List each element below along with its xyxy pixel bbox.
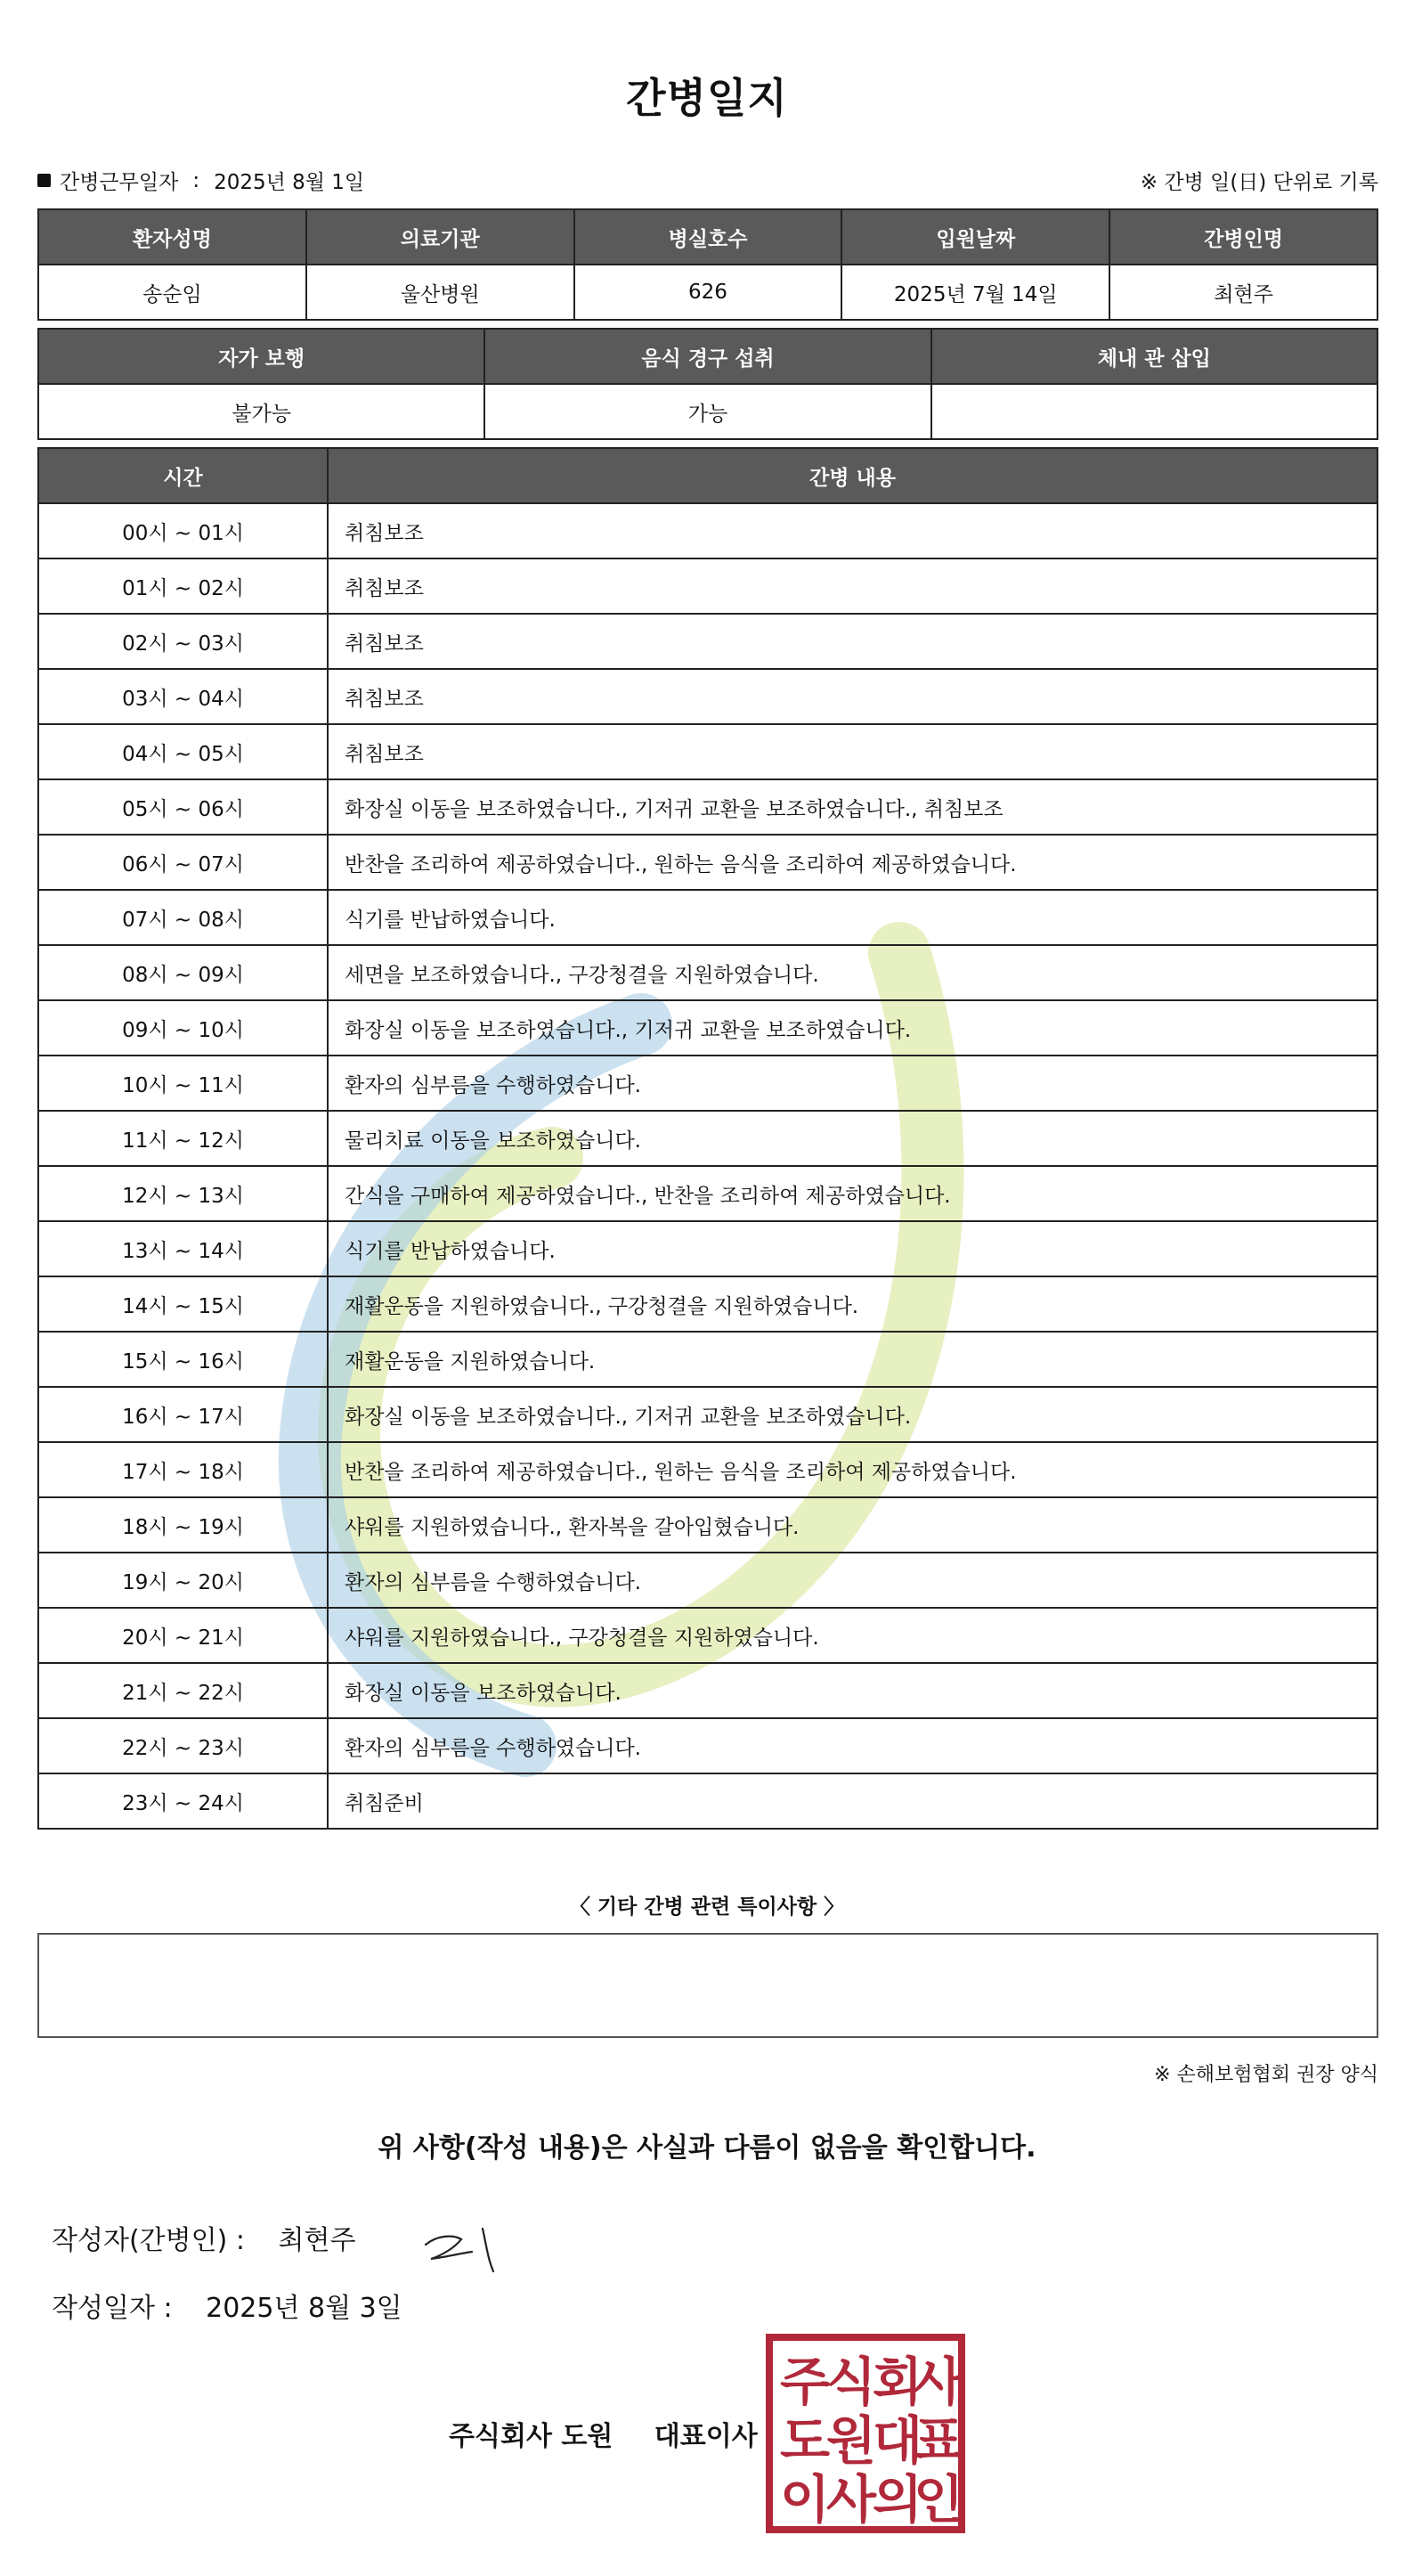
svg-text:이: 이 — [779, 2469, 831, 2530]
care-content-cell: 세면을 보조하였습니다., 구강청결을 지원하였습니다. — [328, 945, 1377, 1000]
time-cell: 22시 ~ 23시 — [38, 1718, 328, 1773]
table-row — [38, 724, 1377, 779]
care-content-cell: 화장실 이동을 보조하였습니다. — [328, 1663, 1377, 1718]
meta-line — [37, 166, 1378, 192]
company-line — [449, 2414, 758, 2453]
table-row — [38, 1276, 1377, 1332]
table-row — [38, 1442, 1377, 1497]
time-cell: 14시 ~ 15시 — [38, 1276, 328, 1332]
time-cell: 20시 ~ 21시 — [38, 1608, 328, 1663]
svg-text:의: 의 — [872, 2469, 923, 2530]
table-row — [38, 1608, 1377, 1663]
page-title: 간병일지 — [626, 74, 788, 122]
care-content-cell: 환자의 심부름을 수행하였습니다. — [328, 1553, 1377, 1608]
care-content-cell: 반찬을 조리하여 제공하였습니다., 원하는 음식을 조리하여 제공하였습니다. — [328, 1442, 1377, 1497]
time-cell: 02시 ~ 03시 — [38, 614, 328, 669]
time-cell: 06시 ~ 07시 — [38, 835, 328, 890]
svg-text:대: 대 — [872, 2410, 923, 2471]
writer-name: 최현주 — [278, 2225, 356, 2256]
header-care-content: 간병 내용 — [328, 448, 1377, 503]
care-content-cell: 식기를 반납하였습니다. — [328, 1221, 1377, 1276]
table-row — [38, 503, 1377, 558]
svg-text:식: 식 — [825, 2352, 877, 2412]
care-content-cell: 취침준비 — [328, 1773, 1377, 1829]
header-room: 병실호수 — [574, 209, 842, 265]
table-row — [38, 1497, 1377, 1553]
header-self-walking: 자가 보행 — [38, 329, 484, 384]
time-cell: 17시 ~ 18시 — [38, 1442, 328, 1497]
time-cell: 16시 ~ 17시 — [38, 1387, 328, 1442]
table-row — [38, 1553, 1377, 1608]
table-row — [38, 1056, 1377, 1111]
notes-title: 〈 기타 간병 관련 특이사항 〉 — [569, 1895, 845, 1919]
care-content-cell: 샤워를 지원하였습니다., 환자복을 갈아입혔습니다. — [328, 1497, 1377, 1553]
time-cell: 21시 ~ 22시 — [38, 1663, 328, 1718]
table-row — [38, 1221, 1377, 1276]
time-cell: 03시 ~ 04시 — [38, 669, 328, 724]
care-content-cell: 샤워를 지원하였습니다., 구강청결을 지원하였습니다. — [328, 1608, 1377, 1663]
time-cell: 11시 ~ 12시 — [38, 1111, 328, 1166]
time-cell: 18시 ~ 19시 — [38, 1497, 328, 1553]
care-content-cell: 환자의 심부름을 수행하였습니다. — [328, 1056, 1377, 1111]
care-log-table — [37, 447, 1378, 1830]
table-row — [38, 1718, 1377, 1773]
self-walking: 불가능 — [38, 384, 484, 439]
table-row — [38, 1387, 1377, 1442]
table-row — [38, 614, 1377, 669]
tube-insertion — [931, 384, 1377, 439]
header-caregiver: 간병인명 — [1109, 209, 1377, 265]
time-cell: 13시 ~ 14시 — [38, 1221, 328, 1276]
unit-note: ※ 간병 일(日) 단위로 기록 — [1140, 171, 1378, 194]
svg-text:회: 회 — [872, 2352, 923, 2412]
time-cell: 23시 ~ 24시 — [38, 1773, 328, 1829]
care-content-cell: 재활운동을 지원하였습니다. — [328, 1332, 1377, 1387]
work-date-label: 간병근무일자 — [60, 171, 179, 194]
time-cell: 10시 ~ 11시 — [38, 1056, 328, 1111]
header-time: 시간 — [38, 448, 328, 503]
admission-date: 2025년 7월 14일 — [841, 265, 1109, 320]
table-row — [38, 779, 1377, 835]
patient-info-table — [37, 208, 1378, 321]
notes-box — [37, 1933, 1378, 2038]
header-patient-name: 환자성명 — [38, 209, 306, 265]
work-date: 2025년 8월 1일 — [214, 171, 365, 194]
time-cell: 15시 ~ 16시 — [38, 1332, 328, 1387]
written-date-line — [52, 2286, 402, 2325]
table-row — [38, 1663, 1377, 1718]
bullet-square-icon — [37, 174, 51, 187]
table-row — [38, 1332, 1377, 1387]
table-row — [38, 1773, 1377, 1829]
time-cell: 04시 ~ 05시 — [38, 724, 328, 779]
table-row — [38, 1111, 1377, 1166]
svg-text:인: 인 — [913, 2469, 964, 2530]
care-content-cell: 화장실 이동을 보조하였습니다., 기저귀 교환을 보조하였습니다. — [328, 1387, 1377, 1442]
writer-line — [52, 2218, 355, 2257]
confirmation-statement: 위 사항(작성 내용)은 사실과 다름이 없음을 확인합니다. — [378, 2132, 1036, 2164]
care-content-cell: 취침보조 — [328, 724, 1377, 779]
time-cell: 01시 ~ 02시 — [38, 558, 328, 614]
care-content-cell: 환자의 심부름을 수행하였습니다. — [328, 1718, 1377, 1773]
oral-intake: 가능 — [484, 384, 930, 439]
time-cell: 09시 ~ 10시 — [38, 1000, 328, 1056]
time-cell: 08시 ~ 09시 — [38, 945, 328, 1000]
table-row — [38, 945, 1377, 1000]
time-cell: 05시 ~ 06시 — [38, 779, 328, 835]
care-content-cell: 취침보조 — [328, 503, 1377, 558]
signature — [419, 2209, 525, 2280]
time-cell: 00시 ~ 01시 — [38, 503, 328, 558]
care-content-cell: 취침보조 — [328, 558, 1377, 614]
table-row — [38, 669, 1377, 724]
caregiver-name: 최현주 — [1109, 265, 1377, 320]
care-content-cell: 화장실 이동을 보조하였습니다., 기저귀 교환을 보조하였습니다. — [328, 1000, 1377, 1056]
header-oral-intake: 음식 경구 섭취 — [484, 329, 930, 384]
care-content-cell: 취침보조 — [328, 614, 1377, 669]
writer-label: 작성자(간병인) : — [52, 2225, 245, 2256]
room-number: 626 — [574, 265, 842, 320]
care-content-cell: 화장실 이동을 보조하였습니다., 기저귀 교환을 보조하였습니다., 취침보조 — [328, 779, 1377, 835]
work-date-colon: : — [192, 168, 200, 192]
recommend-note: ※ 손해보험협회 권장 양식 — [1154, 2064, 1378, 2086]
care-content-cell: 재활운동을 지원하였습니다., 구강청결을 지원하였습니다. — [328, 1276, 1377, 1332]
svg-text:사: 사 — [913, 2352, 964, 2412]
table-row — [38, 1166, 1377, 1221]
company-seal-stamp — [764, 2332, 967, 2535]
svg-text:도: 도 — [779, 2410, 831, 2471]
patient-name: 송순임 — [38, 265, 306, 320]
hospital: 울산병원 — [306, 265, 574, 320]
company-title: 대표이사 — [654, 2421, 758, 2452]
svg-text:원: 원 — [825, 2410, 877, 2471]
time-cell: 19시 ~ 20시 — [38, 1553, 328, 1608]
care-content-cell: 물리치료 이동을 보조하였습니다. — [328, 1111, 1377, 1166]
written-date: 2025년 8월 3일 — [206, 2293, 402, 2324]
care-content-cell: 간식을 구매하여 제공하였습니다., 반찬을 조리하여 제공하였습니다. — [328, 1166, 1377, 1221]
table-row — [38, 835, 1377, 890]
time-cell: 12시 ~ 13시 — [38, 1166, 328, 1221]
care-content-cell: 반찬을 조리하여 제공하였습니다., 원하는 음식을 조리하여 제공하였습니다. — [328, 835, 1377, 890]
care-content-cell: 취침보조 — [328, 669, 1377, 724]
svg-text:주: 주 — [779, 2352, 831, 2412]
svg-text:사: 사 — [825, 2469, 877, 2530]
care-content-cell: 식기를 반납하였습니다. — [328, 890, 1377, 945]
written-date-label: 작성일자 : — [52, 2293, 173, 2324]
table-row — [38, 890, 1377, 945]
table-row — [38, 558, 1377, 614]
header-tube-insertion: 체내 관 삽입 — [931, 329, 1377, 384]
header-admission-date: 입원날짜 — [841, 209, 1109, 265]
company-name: 주식회사 도원 — [449, 2421, 614, 2452]
patient-status-table — [37, 328, 1378, 440]
time-cell: 07시 ~ 08시 — [38, 890, 328, 945]
table-row — [38, 1000, 1377, 1056]
svg-text:표: 표 — [913, 2410, 964, 2471]
header-hospital: 의료기관 — [306, 209, 574, 265]
